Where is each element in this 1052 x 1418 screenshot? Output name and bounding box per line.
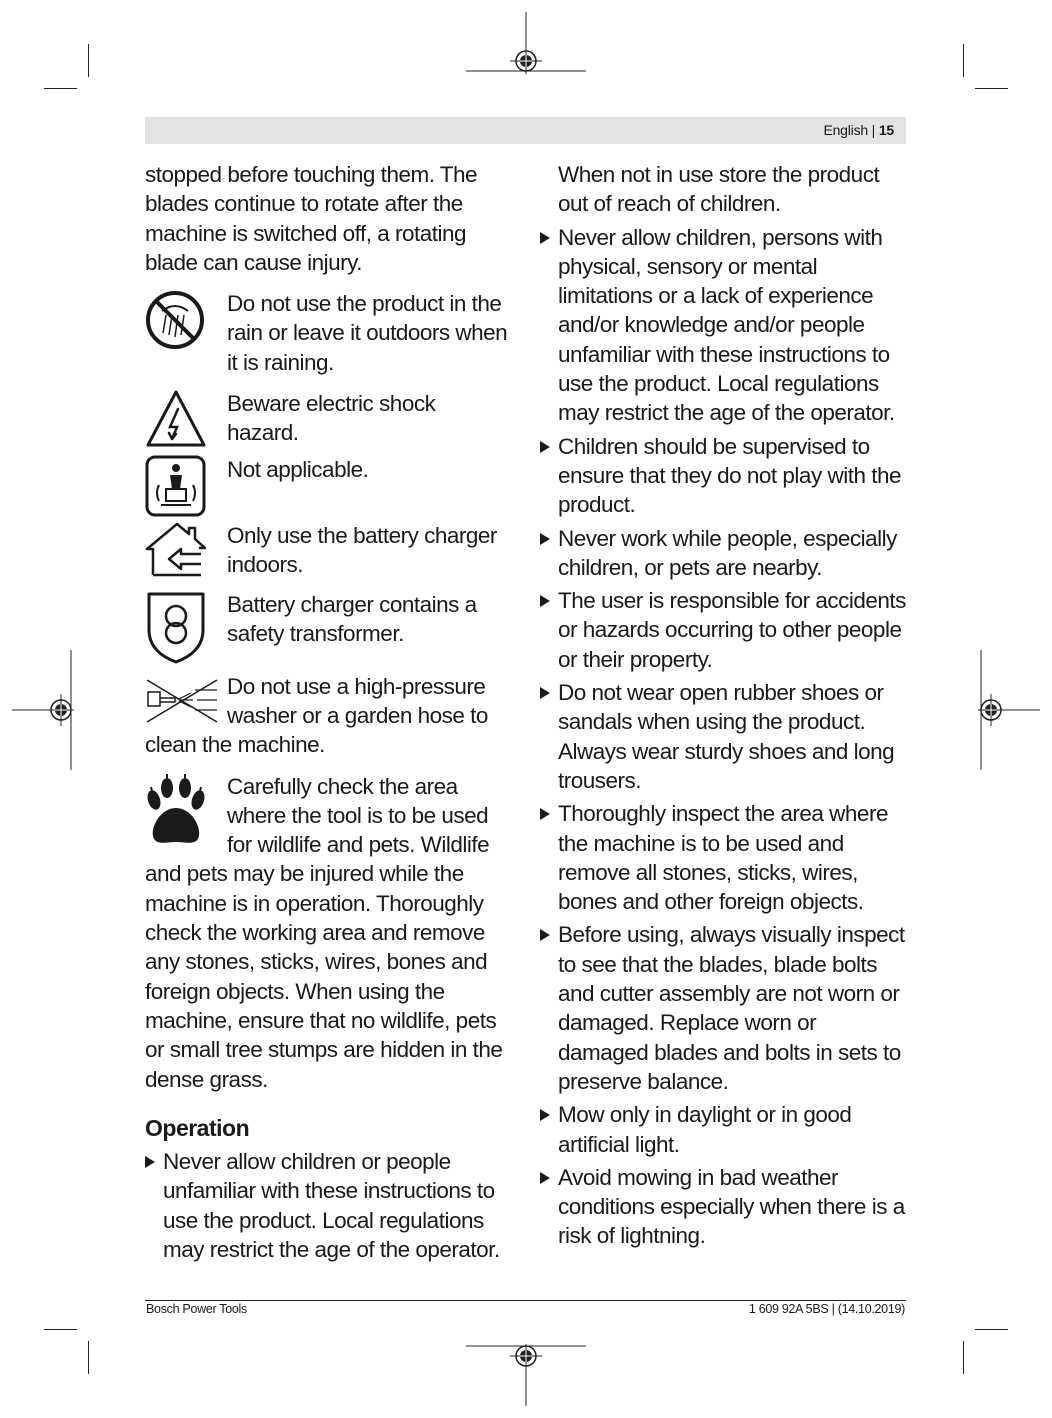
right-item-text: The user is responsible for accidents or hazards occurring to other people or their property. (558, 588, 906, 672)
bullet-triangle-icon (540, 808, 550, 820)
right-list-item (540, 223, 906, 428)
right-list-item (540, 524, 906, 583)
animal-paw-icon (145, 774, 227, 852)
right-list-item (540, 678, 906, 795)
header-language: English (823, 122, 868, 138)
bullet-triangle-icon (540, 687, 550, 699)
symbol-text-no-washer: Do not use a high-pressure washer or a garden hose to clean the machine. (145, 673, 488, 758)
right-list-item (540, 432, 906, 520)
bullet-triangle-icon (540, 1109, 550, 1121)
symbol-row-electric-shock (145, 389, 510, 449)
operation-list-item (145, 1147, 510, 1264)
symbol-row-ride-on (145, 455, 510, 517)
right-item-text: Never allow children, persons with physical, sensory or mental limitations or a lack of experience and/or knowledge and/or people unfamiliar with these instructions to use the product. Local regulations may restrict the age of the operator. (558, 224, 895, 426)
bullet-triangle-icon (540, 232, 550, 244)
right-list-item (540, 586, 906, 674)
right-list-item (540, 920, 906, 1096)
right-item-text: Children should be supervised to ensure that they do not play with the product. (558, 433, 901, 518)
footer-brand: Bosch Power Tools (146, 1302, 247, 1316)
right-item-text: Do not wear open rubber shoes or sandals when using the product. Always wear sturdy shoes and long trousers. (558, 680, 895, 793)
right-list-item (540, 1100, 906, 1159)
symbol-text-electric-shock: Beware electric shock hazard. (227, 391, 436, 446)
symbol-text-no-rain: Do not use the product in the rain or leave it outdoors when it is raining. (227, 291, 508, 375)
footer-doc-id: 1 609 92A 5BS | (14.10.2019) (748, 1302, 905, 1316)
operation-item-text: Never allow children or people unfamiliar with these instructions to use the product. Local regulations may restrict the age of the operator. (163, 1149, 500, 1263)
indoors-house-icon (145, 521, 227, 577)
symbol-text-indoors: Only use the battery charger indoors. (227, 523, 497, 578)
right-item-text: Before using, always visually inspect to see that the blades, blade bolts and cutter assembly are not worn or damaged. Replace worn or damaged blades and bolts in sets to preserve balance. (558, 922, 905, 1094)
page-number: 15 (878, 122, 894, 138)
symbol-row-no-rain (145, 289, 510, 377)
electric-shock-icon (145, 389, 227, 449)
registration-mark-right (978, 650, 1040, 770)
header-separator: | (871, 122, 876, 138)
right-item-text: Never work while people, especially children, or pets are nearby. (558, 525, 897, 580)
left-intro-paragraph: stopped before touching them. The blades continue to rotate after the machine is switched off, a rotating blade can cause injury. (145, 162, 478, 275)
right-item-text: Mow only in daylight or in good artificial light. (558, 1102, 852, 1157)
symbol-text-ride-on: Not applicable. (227, 457, 369, 483)
no-high-pressure-washer-icon (145, 678, 227, 728)
bullet-triangle-icon (540, 533, 550, 545)
ride-on-operator-icon (145, 455, 227, 517)
bullet-triangle-icon (540, 441, 550, 453)
right-item-text: Thoroughly inspect the area where the machine is to be used and remove all stones, sticks, wires, bones and other foreign objects. (558, 801, 888, 915)
right-item-text: Avoid mowing in bad weather conditions especially when there is a risk of lightning. (558, 1164, 905, 1249)
bullet-triangle-icon (540, 929, 550, 941)
symbol-text-animals: Carefully check the area where the tool is to be used for wildlife and pets. Wildlife and pets may be injured while the machine is in operation. Thoroughly check the working area and remove any stones, sticks, wires, bones and foreign objects. When using the machine, ensure that no wildlife, pets or small tree stumps are hidden in the dense grass. (145, 773, 503, 1092)
symbol-row-transformer (145, 590, 510, 664)
right-list-item (540, 1163, 906, 1251)
page-header (145, 117, 906, 144)
registration-mark-left (12, 650, 74, 770)
symbol-text-transformer: Battery charger contains a safety transformer. (227, 591, 477, 646)
footer-rule (145, 1300, 906, 1301)
symbol-row-no-washer (145, 672, 510, 760)
left-column (145, 160, 510, 1264)
right-column (540, 160, 906, 1251)
symbol-row-animals (145, 772, 510, 1094)
bullet-triangle-icon (145, 1156, 155, 1168)
right-list-item (540, 799, 906, 916)
registration-mark-top (466, 12, 586, 74)
registration-mark-bottom (466, 1344, 586, 1406)
header-label (823, 122, 894, 138)
no-rain-icon (145, 289, 227, 351)
operation-heading: Operation (145, 1114, 250, 1141)
safety-transformer-icon (145, 590, 227, 664)
symbol-row-indoors (145, 521, 510, 580)
bullet-triangle-icon (540, 1172, 550, 1184)
right-intro-paragraph: When not in use store the product out of reach of children. (558, 162, 880, 217)
bullet-triangle-icon (540, 595, 550, 607)
